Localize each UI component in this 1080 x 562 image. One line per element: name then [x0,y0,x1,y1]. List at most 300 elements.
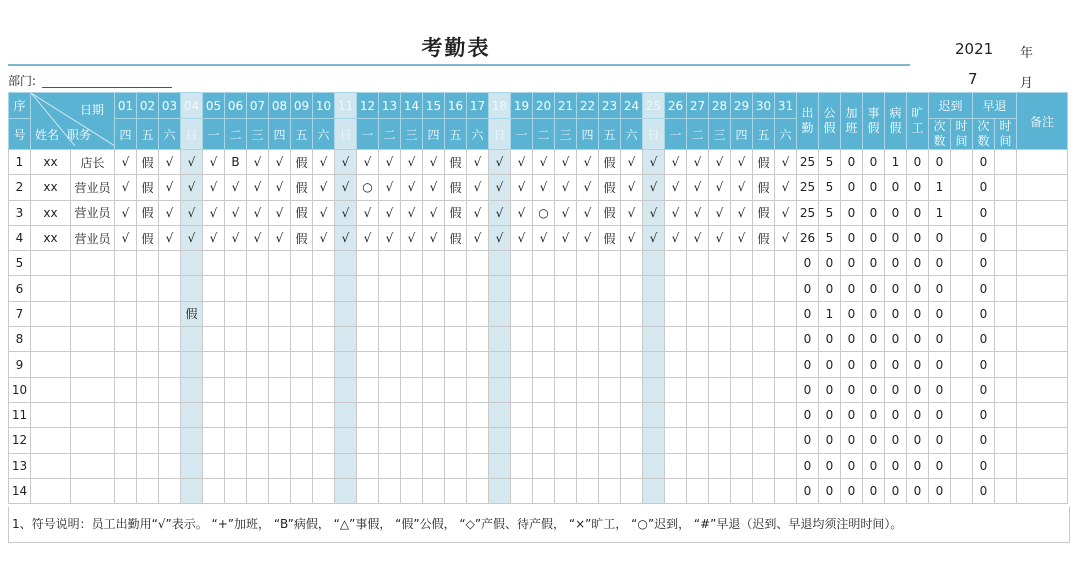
attendance-day-cell[interactable] [137,402,159,427]
attendance-day-cell[interactable] [291,428,313,453]
attendance-day-cell[interactable] [203,276,225,301]
attendance-day-cell[interactable] [225,301,247,326]
attendance-day-cell[interactable] [775,352,797,377]
attendance-day-cell[interactable] [687,377,709,402]
attendance-day-cell[interactable] [775,402,797,427]
attendance-day-cell[interactable] [577,428,599,453]
attendance-day-cell[interactable] [159,478,181,503]
employee-name-cell[interactable]: xx [31,200,71,225]
attendance-day-cell[interactable]: √ [225,200,247,225]
attendance-day-cell[interactable] [775,251,797,276]
attendance-day-cell[interactable] [555,428,577,453]
attendance-day-cell[interactable]: √ [665,150,687,175]
attendance-day-cell[interactable] [687,453,709,478]
attendance-day-cell[interactable] [137,453,159,478]
attendance-day-cell[interactable] [423,428,445,453]
attendance-day-cell[interactable] [225,251,247,276]
attendance-day-cell[interactable]: √ [687,150,709,175]
attendance-day-cell[interactable]: √ [401,200,423,225]
late-time-cell[interactable] [951,200,973,225]
attendance-day-cell[interactable] [247,276,269,301]
employee-name-cell[interactable] [31,428,71,453]
attendance-day-cell[interactable] [181,352,203,377]
attendance-day-cell[interactable] [489,478,511,503]
employee-role-cell[interactable]: 店长 [71,150,115,175]
attendance-day-cell[interactable]: 假 [291,200,313,225]
attendance-day-cell[interactable]: √ [511,225,533,250]
attendance-day-cell[interactable]: √ [203,150,225,175]
early-time-cell[interactable] [995,276,1017,301]
attendance-day-cell[interactable] [599,301,621,326]
attendance-day-cell[interactable] [731,301,753,326]
employee-name-cell[interactable] [31,251,71,276]
attendance-day-cell[interactable] [555,327,577,352]
attendance-day-cell[interactable] [687,301,709,326]
attendance-day-cell[interactable]: √ [335,200,357,225]
attendance-day-cell[interactable] [643,276,665,301]
employee-name-cell[interactable] [31,402,71,427]
employee-role-cell[interactable] [71,402,115,427]
employee-name-cell[interactable]: xx [31,175,71,200]
attendance-day-cell[interactable] [291,478,313,503]
attendance-day-cell[interactable] [291,402,313,427]
attendance-day-cell[interactable]: √ [159,150,181,175]
attendance-day-cell[interactable] [269,478,291,503]
attendance-day-cell[interactable] [203,327,225,352]
attendance-day-cell[interactable] [247,301,269,326]
attendance-day-cell[interactable] [621,251,643,276]
remark-cell[interactable] [1017,200,1068,225]
employee-role-cell[interactable] [71,352,115,377]
attendance-day-cell[interactable] [621,276,643,301]
early-time-cell[interactable] [995,327,1017,352]
attendance-day-cell[interactable] [203,251,225,276]
attendance-day-cell[interactable]: √ [687,175,709,200]
attendance-day-cell[interactable]: √ [511,200,533,225]
attendance-day-cell[interactable] [181,402,203,427]
attendance-day-cell[interactable] [731,276,753,301]
attendance-day-cell[interactable]: 假 [445,150,467,175]
attendance-day-cell[interactable] [181,327,203,352]
attendance-day-cell[interactable] [709,301,731,326]
attendance-day-cell[interactable]: √ [159,200,181,225]
attendance-day-cell[interactable] [335,352,357,377]
attendance-day-cell[interactable] [357,453,379,478]
attendance-day-cell[interactable] [181,453,203,478]
attendance-day-cell[interactable] [709,478,731,503]
attendance-day-cell[interactable] [511,402,533,427]
attendance-day-cell[interactable]: √ [511,175,533,200]
attendance-day-cell[interactable]: √ [401,225,423,250]
attendance-day-cell[interactable] [665,352,687,377]
year-value[interactable]: 2021 [955,40,994,58]
attendance-day-cell[interactable] [445,478,467,503]
attendance-day-cell[interactable] [401,327,423,352]
attendance-day-cell[interactable] [269,402,291,427]
remark-cell[interactable] [1017,276,1068,301]
attendance-day-cell[interactable] [709,377,731,402]
attendance-day-cell[interactable]: √ [621,200,643,225]
remark-cell[interactable] [1017,402,1068,427]
attendance-day-cell[interactable] [665,276,687,301]
dept-input-line[interactable] [42,87,172,88]
attendance-day-cell[interactable]: √ [203,175,225,200]
attendance-day-cell[interactable] [577,352,599,377]
attendance-day-cell[interactable] [709,276,731,301]
attendance-day-cell[interactable] [687,276,709,301]
attendance-day-cell[interactable]: √ [247,175,269,200]
attendance-day-cell[interactable]: √ [423,175,445,200]
attendance-day-cell[interactable] [511,377,533,402]
attendance-day-cell[interactable] [643,453,665,478]
attendance-day-cell[interactable] [115,402,137,427]
attendance-day-cell[interactable]: √ [709,225,731,250]
attendance-day-cell[interactable] [621,428,643,453]
late-time-cell[interactable] [951,175,973,200]
employee-role-cell[interactable] [71,453,115,478]
attendance-day-cell[interactable]: √ [731,225,753,250]
attendance-day-cell[interactable] [269,276,291,301]
employee-role-cell[interactable] [71,327,115,352]
attendance-day-cell[interactable] [445,301,467,326]
attendance-day-cell[interactable] [489,453,511,478]
attendance-day-cell[interactable] [379,301,401,326]
attendance-day-cell[interactable] [709,352,731,377]
attendance-day-cell[interactable]: √ [533,175,555,200]
attendance-day-cell[interactable] [423,276,445,301]
attendance-day-cell[interactable]: √ [555,150,577,175]
attendance-day-cell[interactable] [753,352,775,377]
remark-cell[interactable] [1017,478,1068,503]
attendance-day-cell[interactable] [357,377,379,402]
remark-cell[interactable] [1017,453,1068,478]
attendance-day-cell[interactable]: √ [489,150,511,175]
attendance-day-cell[interactable] [731,402,753,427]
attendance-day-cell[interactable]: √ [181,225,203,250]
attendance-day-cell[interactable] [709,327,731,352]
attendance-day-cell[interactable] [533,453,555,478]
attendance-day-cell[interactable]: √ [159,175,181,200]
attendance-day-cell[interactable]: 假 [291,150,313,175]
attendance-day-cell[interactable] [709,453,731,478]
attendance-day-cell[interactable]: 假 [599,200,621,225]
late-time-cell[interactable] [951,478,973,503]
attendance-day-cell[interactable] [753,251,775,276]
attendance-day-cell[interactable] [137,301,159,326]
attendance-day-cell[interactable]: √ [489,175,511,200]
attendance-day-cell[interactable] [291,377,313,402]
attendance-day-cell[interactable]: √ [159,225,181,250]
attendance-day-cell[interactable] [643,428,665,453]
attendance-day-cell[interactable]: √ [577,225,599,250]
attendance-day-cell[interactable]: √ [181,200,203,225]
employee-name-cell[interactable] [31,301,71,326]
attendance-day-cell[interactable] [225,352,247,377]
attendance-day-cell[interactable] [709,428,731,453]
attendance-day-cell[interactable] [269,327,291,352]
attendance-day-cell[interactable] [621,402,643,427]
attendance-day-cell[interactable] [335,478,357,503]
attendance-day-cell[interactable]: √ [489,200,511,225]
attendance-day-cell[interactable]: √ [357,200,379,225]
attendance-day-cell[interactable] [599,251,621,276]
remark-cell[interactable] [1017,327,1068,352]
attendance-day-cell[interactable]: √ [577,200,599,225]
attendance-day-cell[interactable]: √ [247,225,269,250]
attendance-day-cell[interactable]: √ [423,200,445,225]
attendance-day-cell[interactable] [577,301,599,326]
attendance-day-cell[interactable] [291,352,313,377]
attendance-day-cell[interactable] [753,453,775,478]
attendance-day-cell[interactable]: √ [687,225,709,250]
attendance-day-cell[interactable] [599,478,621,503]
attendance-day-cell[interactable] [137,352,159,377]
attendance-day-cell[interactable]: √ [731,200,753,225]
attendance-day-cell[interactable]: √ [313,175,335,200]
attendance-day-cell[interactable] [291,453,313,478]
remark-cell[interactable] [1017,251,1068,276]
attendance-day-cell[interactable] [313,453,335,478]
attendance-day-cell[interactable] [643,402,665,427]
attendance-day-cell[interactable]: √ [335,225,357,250]
employee-name-cell[interactable]: xx [31,225,71,250]
attendance-day-cell[interactable] [445,327,467,352]
attendance-day-cell[interactable] [643,301,665,326]
attendance-day-cell[interactable] [445,453,467,478]
early-time-cell[interactable] [995,478,1017,503]
attendance-day-cell[interactable] [775,327,797,352]
attendance-day-cell[interactable] [489,402,511,427]
attendance-day-cell[interactable] [401,352,423,377]
early-time-cell[interactable] [995,225,1017,250]
attendance-day-cell[interactable] [533,478,555,503]
employee-role-cell[interactable] [71,276,115,301]
attendance-day-cell[interactable]: √ [621,225,643,250]
attendance-day-cell[interactable]: √ [775,200,797,225]
attendance-day-cell[interactable] [489,352,511,377]
attendance-day-cell[interactable]: √ [533,150,555,175]
attendance-day-cell[interactable] [533,377,555,402]
attendance-day-cell[interactable]: √ [269,175,291,200]
late-time-cell[interactable] [951,301,973,326]
attendance-day-cell[interactable]: √ [643,150,665,175]
attendance-day-cell[interactable] [533,352,555,377]
attendance-day-cell[interactable] [621,377,643,402]
attendance-day-cell[interactable] [181,478,203,503]
attendance-day-cell[interactable] [621,301,643,326]
attendance-day-cell[interactable] [203,428,225,453]
attendance-day-cell[interactable] [269,251,291,276]
attendance-day-cell[interactable] [335,276,357,301]
attendance-day-cell[interactable] [225,402,247,427]
attendance-day-cell[interactable]: B [225,150,247,175]
employee-role-cell[interactable] [71,251,115,276]
employee-role-cell[interactable] [71,478,115,503]
employee-role-cell[interactable] [71,428,115,453]
attendance-day-cell[interactable] [467,327,489,352]
attendance-day-cell[interactable] [555,377,577,402]
attendance-day-cell[interactable]: √ [577,175,599,200]
attendance-day-cell[interactable] [357,301,379,326]
attendance-day-cell[interactable] [159,301,181,326]
attendance-day-cell[interactable] [665,453,687,478]
attendance-day-cell[interactable]: √ [379,200,401,225]
attendance-day-cell[interactable] [621,478,643,503]
attendance-day-cell[interactable] [753,377,775,402]
early-time-cell[interactable] [995,402,1017,427]
attendance-day-cell[interactable] [159,453,181,478]
attendance-day-cell[interactable] [423,453,445,478]
attendance-day-cell[interactable] [269,377,291,402]
attendance-day-cell[interactable]: 假 [599,225,621,250]
attendance-day-cell[interactable] [511,478,533,503]
attendance-day-cell[interactable]: 假 [753,175,775,200]
employee-name-cell[interactable] [31,453,71,478]
attendance-day-cell[interactable] [687,327,709,352]
remark-cell[interactable] [1017,352,1068,377]
attendance-day-cell[interactable] [467,276,489,301]
early-time-cell[interactable] [995,352,1017,377]
attendance-day-cell[interactable]: √ [269,150,291,175]
attendance-day-cell[interactable] [555,478,577,503]
attendance-day-cell[interactable] [489,301,511,326]
attendance-day-cell[interactable] [137,478,159,503]
attendance-day-cell[interactable] [555,402,577,427]
attendance-day-cell[interactable]: 假 [445,175,467,200]
attendance-day-cell[interactable]: 假 [137,225,159,250]
attendance-day-cell[interactable] [159,428,181,453]
remark-cell[interactable] [1017,377,1068,402]
attendance-day-cell[interactable] [181,251,203,276]
attendance-day-cell[interactable] [203,402,225,427]
attendance-day-cell[interactable] [577,478,599,503]
attendance-day-cell[interactable] [423,377,445,402]
attendance-day-cell[interactable] [291,301,313,326]
attendance-day-cell[interactable] [181,276,203,301]
attendance-day-cell[interactable] [247,352,269,377]
attendance-day-cell[interactable]: √ [731,150,753,175]
attendance-day-cell[interactable] [731,327,753,352]
attendance-day-cell[interactable]: √ [643,175,665,200]
attendance-day-cell[interactable] [357,428,379,453]
attendance-day-cell[interactable] [753,276,775,301]
attendance-day-cell[interactable] [401,453,423,478]
attendance-day-cell[interactable] [687,352,709,377]
attendance-day-cell[interactable] [401,251,423,276]
attendance-day-cell[interactable]: 假 [753,150,775,175]
attendance-day-cell[interactable]: √ [203,200,225,225]
attendance-day-cell[interactable] [467,478,489,503]
attendance-day-cell[interactable]: √ [709,200,731,225]
attendance-day-cell[interactable] [423,478,445,503]
attendance-day-cell[interactable]: 假 [599,150,621,175]
late-time-cell[interactable] [951,352,973,377]
attendance-day-cell[interactable] [115,428,137,453]
attendance-day-cell[interactable] [423,352,445,377]
attendance-day-cell[interactable] [467,377,489,402]
attendance-day-cell[interactable] [533,428,555,453]
attendance-day-cell[interactable] [731,251,753,276]
attendance-day-cell[interactable] [445,251,467,276]
remark-cell[interactable] [1017,301,1068,326]
attendance-day-cell[interactable] [313,352,335,377]
attendance-day-cell[interactable] [577,251,599,276]
employee-name-cell[interactable] [31,352,71,377]
attendance-day-cell[interactable] [445,276,467,301]
employee-role-cell[interactable]: 营业员 [71,175,115,200]
early-time-cell[interactable] [995,200,1017,225]
attendance-day-cell[interactable]: √ [357,225,379,250]
attendance-day-cell[interactable] [467,352,489,377]
attendance-day-cell[interactable] [555,276,577,301]
month-value[interactable]: 7 [968,70,978,88]
attendance-day-cell[interactable] [489,251,511,276]
attendance-day-cell[interactable] [577,327,599,352]
attendance-day-cell[interactable]: √ [511,150,533,175]
attendance-day-cell[interactable] [313,478,335,503]
attendance-day-cell[interactable] [247,478,269,503]
attendance-day-cell[interactable]: 假 [445,200,467,225]
attendance-day-cell[interactable] [665,478,687,503]
attendance-day-cell[interactable] [709,251,731,276]
attendance-day-cell[interactable] [643,352,665,377]
attendance-day-cell[interactable] [379,402,401,427]
attendance-day-cell[interactable] [269,301,291,326]
attendance-day-cell[interactable] [511,327,533,352]
attendance-day-cell[interactable] [445,377,467,402]
attendance-day-cell[interactable] [137,251,159,276]
employee-role-cell[interactable] [71,301,115,326]
attendance-day-cell[interactable] [379,453,401,478]
attendance-day-cell[interactable]: √ [665,175,687,200]
attendance-day-cell[interactable] [555,251,577,276]
attendance-day-cell[interactable] [159,377,181,402]
attendance-day-cell[interactable]: √ [533,225,555,250]
attendance-day-cell[interactable] [533,402,555,427]
attendance-day-cell[interactable] [731,352,753,377]
attendance-day-cell[interactable] [401,301,423,326]
attendance-day-cell[interactable]: √ [379,150,401,175]
attendance-day-cell[interactable]: √ [489,225,511,250]
attendance-day-cell[interactable] [159,276,181,301]
attendance-day-cell[interactable] [269,453,291,478]
attendance-day-cell[interactable] [313,301,335,326]
attendance-day-cell[interactable] [467,251,489,276]
attendance-day-cell[interactable] [533,251,555,276]
attendance-day-cell[interactable] [599,402,621,427]
attendance-day-cell[interactable] [599,428,621,453]
attendance-day-cell[interactable] [401,402,423,427]
attendance-day-cell[interactable]: 假 [291,175,313,200]
attendance-day-cell[interactable] [577,453,599,478]
attendance-day-cell[interactable] [665,402,687,427]
attendance-day-cell[interactable] [709,402,731,427]
attendance-day-cell[interactable] [599,327,621,352]
attendance-day-cell[interactable] [335,251,357,276]
attendance-day-cell[interactable] [203,453,225,478]
attendance-day-cell[interactable] [335,377,357,402]
remark-cell[interactable] [1017,225,1068,250]
attendance-day-cell[interactable]: 假 [181,301,203,326]
attendance-day-cell[interactable] [555,352,577,377]
attendance-day-cell[interactable] [577,402,599,427]
early-time-cell[interactable] [995,453,1017,478]
attendance-day-cell[interactable] [291,251,313,276]
attendance-day-cell[interactable] [489,377,511,402]
late-time-cell[interactable] [951,225,973,250]
attendance-day-cell[interactable] [225,478,247,503]
attendance-day-cell[interactable] [687,402,709,427]
